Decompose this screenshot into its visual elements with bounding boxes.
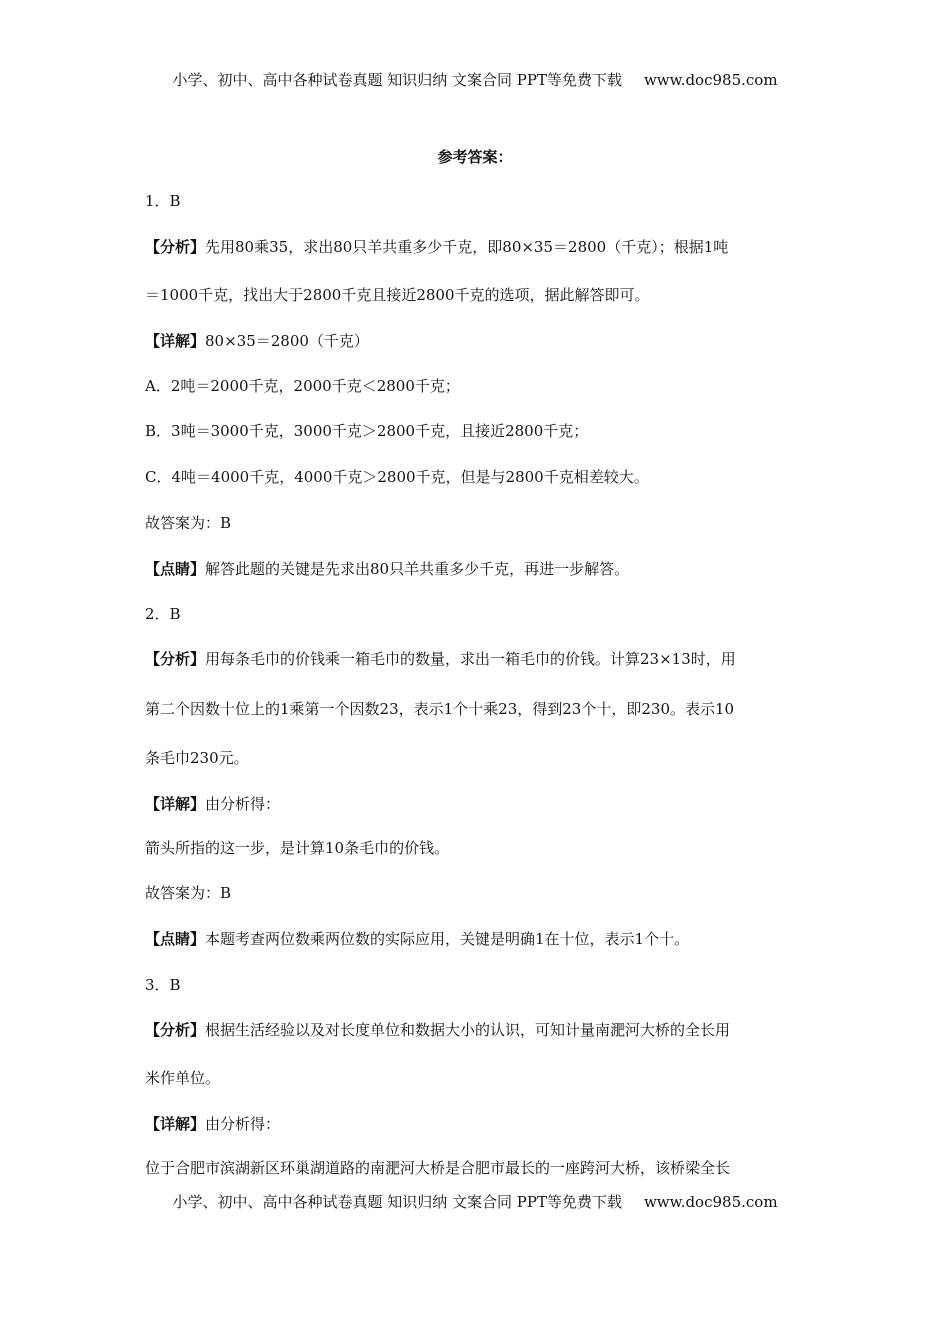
line-text: 故答案为：B [145, 884, 232, 902]
answer-line [145, 974, 815, 996]
line-text: 1．B [145, 192, 181, 210]
detail-line [145, 1157, 815, 1179]
line-tag: 【分析】 [145, 1021, 206, 1039]
analysis-line [145, 236, 815, 258]
header-url[interactable]: www.doc985.com [643, 71, 778, 89]
analysis-line [145, 747, 815, 769]
answer-line [145, 603, 815, 625]
line-tag: 【点睛】 [145, 930, 206, 948]
line-text: ＝1000千克，找出大于2800千克且接近2800千克的选项，据此解答即可。 [145, 286, 650, 304]
footer-url[interactable]: www.doc985.com [643, 1193, 778, 1211]
answer-line [145, 190, 815, 212]
header-banner [0, 70, 950, 90]
line-tag: 【详解】 [145, 1115, 206, 1133]
comment-line [145, 928, 815, 950]
line-tag: 【详解】 [145, 332, 206, 350]
analysis-line [145, 698, 815, 720]
line-text: 位于合肥市滨湖新区环巢湖道路的南淝河大桥是合肥市最长的一座跨河大桥，该桥梁全长 [145, 1159, 731, 1177]
line-text: 80×35＝2800（千克） [205, 332, 369, 350]
analysis-line [145, 1019, 815, 1041]
detail-line [145, 837, 815, 859]
line-text: 用每条毛巾的价钱乘一箱毛巾的数量，求出一箱毛巾的价钱。计算23×13时，用 [205, 650, 736, 668]
line-text: B．3吨＝3000千克，3000千克＞2800千克，且接近2800千克； [145, 422, 589, 440]
line-text: 条毛巾230元。 [145, 749, 249, 767]
detail-line [145, 330, 815, 352]
footer-banner [0, 1192, 950, 1212]
answer-summary-line [145, 882, 815, 904]
line-text: 由分析得： [205, 795, 281, 813]
line-text: 第二个因数十位上的1乘第一个因数23，表示1个十乘23，得到23个十，即230。表示10 [145, 700, 735, 718]
line-text: 3．B [145, 976, 181, 994]
line-text: A．2吨＝2000千克，2000千克＜2800千克； [145, 377, 460, 395]
line-text: 先用80乘35，求出80只羊共重多少千克，即80×35＝2800（千克）；根据1吨 [205, 238, 729, 256]
line-text: 米作单位。 [145, 1069, 221, 1087]
line-text: C．4吨＝4000千克，4000千克＞2800千克，但是与2800千克相差较大。 [145, 468, 649, 486]
line-text: 故答案为：B [145, 514, 232, 532]
header-text: 小学、初中、高中各种试卷真题 知识归纳 文案合同 PPT等免费下载 [172, 71, 622, 89]
detail-line [145, 793, 815, 815]
line-text: 根据生活经验以及对长度单位和数据大小的认识，可知计量南淝河大桥的全长用 [205, 1021, 731, 1039]
line-text: 解答此题的关键是先求出80只羊共重多少千克，再进一步解答。 [205, 560, 630, 578]
option-line [145, 466, 815, 488]
line-text: 2．B [145, 605, 181, 623]
analysis-line [145, 1067, 815, 1089]
option-line [145, 420, 815, 442]
option-line [145, 375, 815, 397]
comment-line [145, 558, 815, 580]
line-text: 箭头所指的这一步，是计算10条毛巾的价钱。 [145, 839, 450, 857]
footer-text: 小学、初中、高中各种试卷真题 知识归纳 文案合同 PPT等免费下载 [172, 1193, 622, 1211]
detail-line [145, 1113, 815, 1135]
analysis-line [145, 284, 815, 306]
page-title: 参考答案： [437, 148, 513, 166]
line-tag: 【分析】 [145, 650, 206, 668]
line-text: 本题考查两位数乘两位数的实际应用，关键是明确1在十位，表示1个十。 [205, 930, 690, 948]
analysis-line [145, 648, 815, 670]
line-tag: 【详解】 [145, 795, 206, 813]
line-tag: 【分析】 [145, 238, 206, 256]
answer-summary-line [145, 512, 815, 534]
line-tag: 【点睛】 [145, 560, 206, 578]
line-text: 由分析得： [205, 1115, 281, 1133]
